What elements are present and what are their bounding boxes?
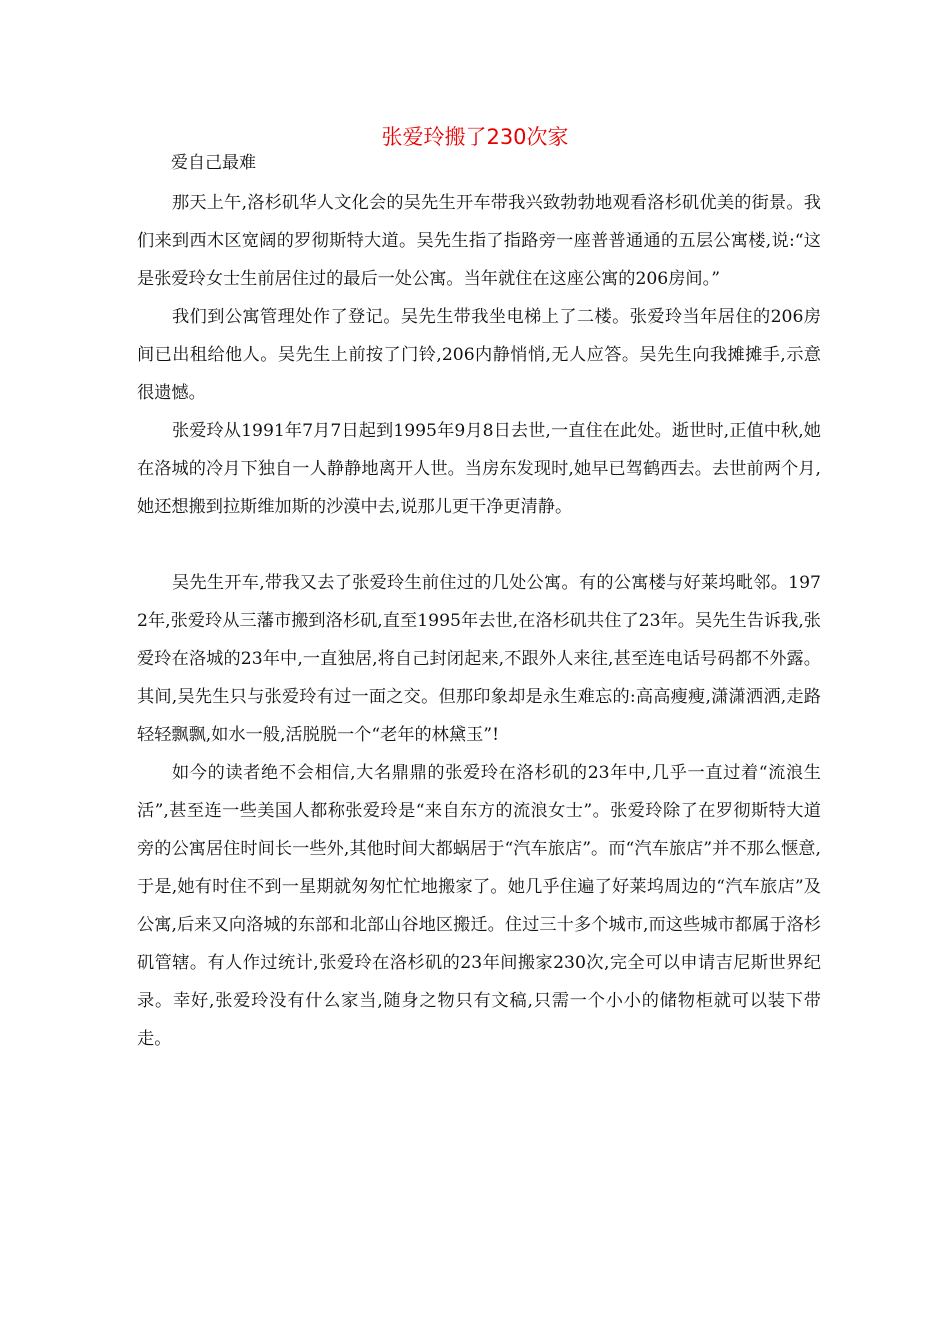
document-subtitle: 爱自己最难 <box>171 153 256 173</box>
document-title: 张爱玲搬了230次家 <box>381 125 569 149</box>
paragraph: 吴先生开车,带我又去了张爱玲生前住过的几处公寓。有的公寓楼与好莱坞毗邻。1972年,张爱玲从三藩市搬到洛杉矶,直至1995年去世,在洛杉矶共住了23年。吴先生告诉我,张爱玲在洛城的23年中,一直独居,将自己封闭起来,不跟外人来往,甚至连电话号码都不外露。其间,吴先生只与张爱玲有过一面之交。但那印象却是永生难忘的:高高瘦瘦,潇潇洒洒,走路轻轻飘飘,如水一般,活脱脱一个“老年的林黛玉”! <box>137 573 821 745</box>
paragraph: 我们到公寓管理处作了登记。吴先生带我坐电梯上了二楼。张爱玲当年居住的206房间已出租给他人。吴先生上前按了门铃,206内静悄悄,无人应答。吴先生向我摊摊手,示意很遗憾。 <box>137 307 821 403</box>
paragraph: 那天上午,洛杉矶华人文化会的吴先生开车带我兴致勃勃地观看洛杉矶优美的街景。我们来到西木区宽阔的罗彻斯特大道。吴先生指了指路旁一座普普通通的五层公寓楼,说:“这是张爱玲女士生前居住过的最后一处公寓。当年就住在这座公寓的206房间。” <box>137 193 821 289</box>
document-body <box>137 184 821 1058</box>
paragraph: 张爱玲从1991年7月7日起到1995年9月8日去世,一直住在此处。逝世时,正值中秋,她在洛城的冷月下独自一人静静地离开人世。当房东发现时,她早已驾鹤西去。去世前两个月,她还想搬到拉斯维加斯的沙漠中去,说那儿更干净更清静。 <box>137 421 821 517</box>
paragraph: 如今的读者绝不会相信,大名鼎鼎的张爱玲在洛杉矶的23年中,几乎一直过着“流浪生活”,甚至连一些美国人都称张爱玲是“来自东方的流浪女士”。张爱玲除了在罗彻斯特大道旁的公寓居住时间长一些外,其他时间大都蜗居于“汽车旅店”。而“汽车旅店”并不那么惬意,于是,她有时住不到一星期就匆匆忙忙地搬家了。她几乎住遍了好莱坞周边的“汽车旅店”及公寓,后来又向洛城的东部和北部山谷地区搬迁。住过三十多个城市,而这些城市都属于洛杉矶管辖。有人作过统计,张爱玲在洛杉矶的23年间搬家230次,完全可以申请吉尼斯世界纪录。幸好,张爱玲没有什么家当,随身之物只有文稿,只需一个小小的储物柜就可以装下带走。 <box>137 763 821 1049</box>
